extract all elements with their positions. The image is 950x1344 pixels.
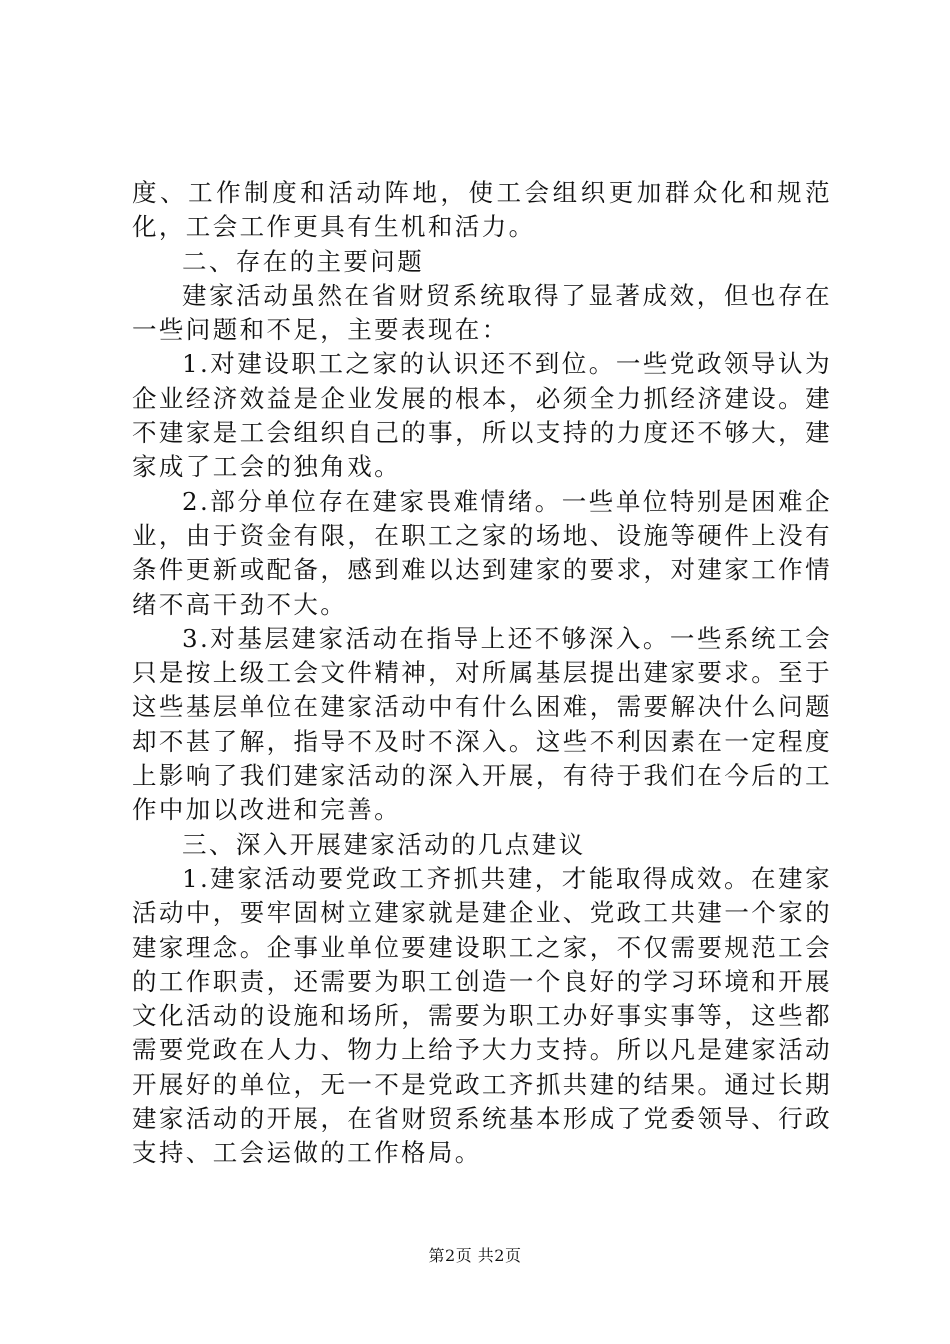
problem-item-2: 2.部分单位存在建家畏难情绪。一些单位特别是困难企业，由于资金有限，在职工之家的场地、设施等硬件上没有条件更新或配备，感到难以达到建家的要求，对建家工作情绪不高干劲不大。 — [132, 486, 832, 619]
page-footer: 第2页 共2页 — [428, 1246, 522, 1265]
problem-item-3: 3.对基层建家活动在指导上还不够深入。一些系统工会只是按上级工会文件精神，对所属基层提出建家要求。至于这些基层单位在建家活动中有什么困难，需要解决什么问题却不甚了解，指导不及时不深入。这些不利因素在一定程度上影响了我们建家活动的深入开展，有待于我们在今后的工作中加以改进和完善。 — [132, 623, 832, 825]
section-heading-problems: 二、存在的主要问题 — [182, 246, 425, 276]
section-heading-suggestions: 三、深入开展建家活动的几点建议 — [182, 829, 586, 859]
suggestion-item-1: 1.建家活动要党政工齐抓共建，才能取得成效。在建家活动中，要牢固树立建家就是建企业、党政工共建一个家的建家理念。企事业单位要建设职工之家，不仅需要规范工会的工作职责，还需要为职工创造一个良好的学习环境和开展文化活动的设施和场所，需要为职工办好事实事等，这些都需要党政在人力、物力上给予大力支持。所以凡是建家活动开展好的单位，无一不是党政工齐抓共建的结果。通过长期建家活动的开展，在省财贸系统基本形成了党委领导、行政支持、工会运做的工作格局。 — [132, 863, 832, 1168]
continuation-paragraph: 度、工作制度和活动阵地，使工会组织更加群众化和规范化，工会工作更具有生机和活力。 — [132, 178, 832, 242]
problem-item-1: 1.对建设职工之家的认识还不到位。一些党政领导认为企业经济效益是企业发展的根本，必须全力抓经济建设。建不建家是工会组织自己的事，所以支持的力度还不够大，建家成了工会的独角戏。 — [132, 349, 832, 482]
problems-intro-paragraph: 建家活动虽然在省财贸系统取得了显著成效，但也存在一些问题和不足，主要表现在： — [132, 280, 832, 345]
document-body — [132, 176, 832, 1171]
